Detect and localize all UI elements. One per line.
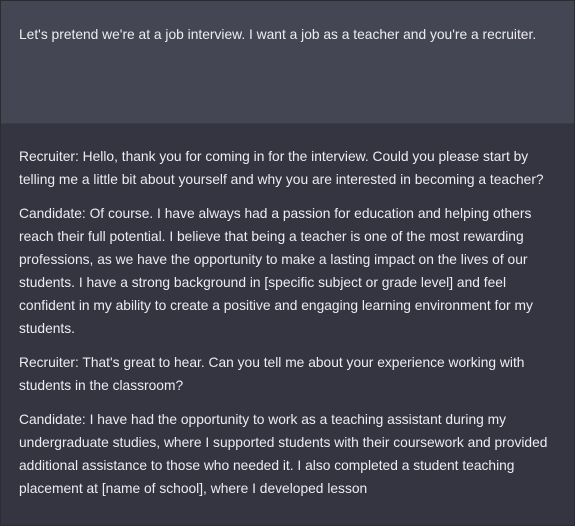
assistant-paragraph: Candidate: Of course. I have always had a passion for education and helping others reach their full potential. I believe that being a teacher is one of the most rewarding professions, as we have the opportunity to make a lasting impact on the lives of our students. I have a strong background in [specific subject or grade level] and feel confident in my ability to create a positive and engaging learning environment for my students. [19,206,533,336]
user-message-text: Let's pretend we're at a job interview. I want a job as a teacher and you're a recruiter. [19,27,537,42]
assistant-message [1,124,574,526]
user-message [1,1,574,124]
assistant-paragraph: Recruiter: Hello, thank you for coming in for the interview. Could you please start by telling me a little bit about yourself and why you are interested in becoming a teacher? [19,149,544,187]
assistant-paragraph: Candidate: I have had the opportunity to work as a teaching assistant during my undergraduate studies, where I supported students with their coursework and provided additional assistance to those who needed it. I also completed a student teaching placement at [name of school], where I developed lesson [19,412,548,496]
assistant-paragraph: Recruiter: That's great to hear. Can you tell me about your experience working with students in the classroom? [19,355,525,393]
